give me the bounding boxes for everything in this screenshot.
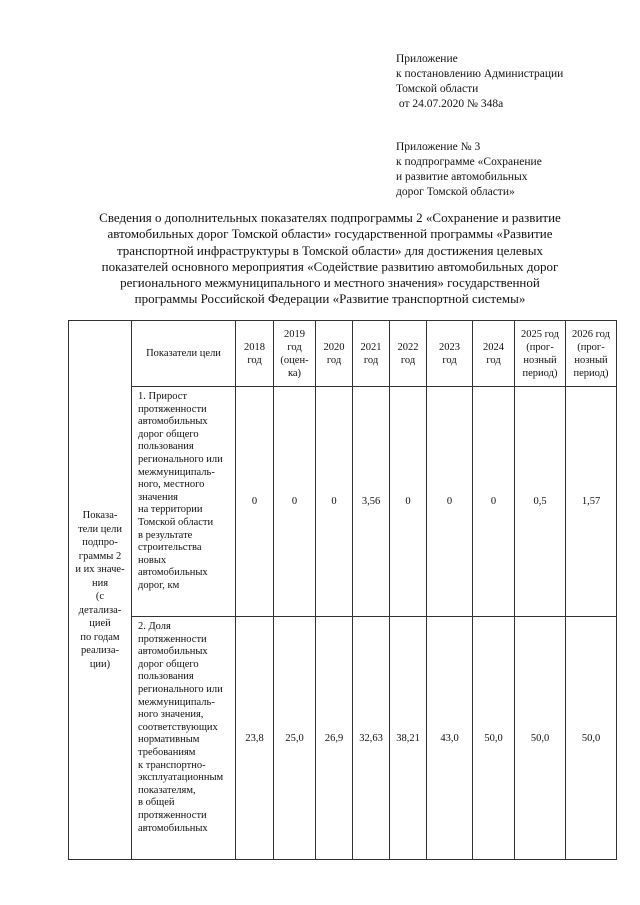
value-cell: 3,56 [353, 387, 390, 617]
value-cell: 0 [316, 387, 353, 617]
value-cell: 25,0 [274, 617, 316, 860]
header-2026: 2026 год (прог- нозный период) [566, 321, 617, 387]
value-cell: 0,5 [515, 387, 566, 617]
annex-subprogram: Приложение № 3 к подпрограмме «Сохранение и развитие автомобильных дорог Томской области» [396, 141, 542, 198]
value-cell: 26,9 [316, 617, 353, 860]
annex-main: Приложение к постановлению Администрации Томской области от 24.07.2020 № 348а [396, 53, 564, 110]
indicators-table [68, 320, 617, 860]
value-cell: 38,21 [390, 617, 427, 860]
value-cell: 0 [274, 387, 316, 617]
header-2018: 2018 год [236, 321, 274, 387]
header-2023: 2023 год [427, 321, 473, 387]
table-row [69, 387, 617, 617]
value-cell: 0 [390, 387, 427, 617]
indicator-name: 1. Прирост протяженности автомобильных дорог общего пользования регионального или межмуниципаль- ного, местного значения на территории Томской области в результате строительства новых автомобильных дорог, км [132, 387, 236, 617]
table-header-row [69, 321, 617, 387]
value-cell: 43,0 [427, 617, 473, 860]
value-cell: 32,63 [353, 617, 390, 860]
value-cell: 0 [236, 387, 274, 617]
header-indicators: Показатели цели [132, 321, 236, 387]
table-row [69, 617, 617, 860]
header-2019: 2019 год (оцен- ка) [274, 321, 316, 387]
header-2020: 2020 год [316, 321, 353, 387]
header-2022: 2022 год [390, 321, 427, 387]
value-cell: 50,0 [566, 617, 617, 860]
value-cell: 1,57 [566, 387, 617, 617]
side-label: Показа- тели цели подпро- граммы 2 и их значе- ния (с детализа- цией по годам реализа- ции) [69, 321, 132, 860]
document-heading: Сведения о дополнительных показателях подпрограммы 2 «Сохранение и развитие автомобильных дорог Томской области» государственной программы «Развитие транспортной инфраструктуры в Томской области» для достижения целевых показателей основного мероприятия «Содействие развитию автомобильных дорог регионального межмуниципального и местного значения» государственной программы Российской Федерации «Развитие транспортной системы» [99, 210, 561, 307]
value-cell: 0 [427, 387, 473, 617]
value-cell: 0 [473, 387, 515, 617]
value-cell: 50,0 [515, 617, 566, 860]
header-2025: 2025 год (прог- нозный период) [515, 321, 566, 387]
header-2024: 2024 год [473, 321, 515, 387]
value-cell: 23,8 [236, 617, 274, 860]
indicator-name: 2. Доля протяженности автомобильных дорог общего пользования регионального или межмуниципаль- ного значения, соответствующих нормативным требованиям к транспортно- эксплуатационным показателям, в общей протяженности автомобильных [132, 617, 236, 860]
header-2021: 2021 год [353, 321, 390, 387]
value-cell: 50,0 [473, 617, 515, 860]
